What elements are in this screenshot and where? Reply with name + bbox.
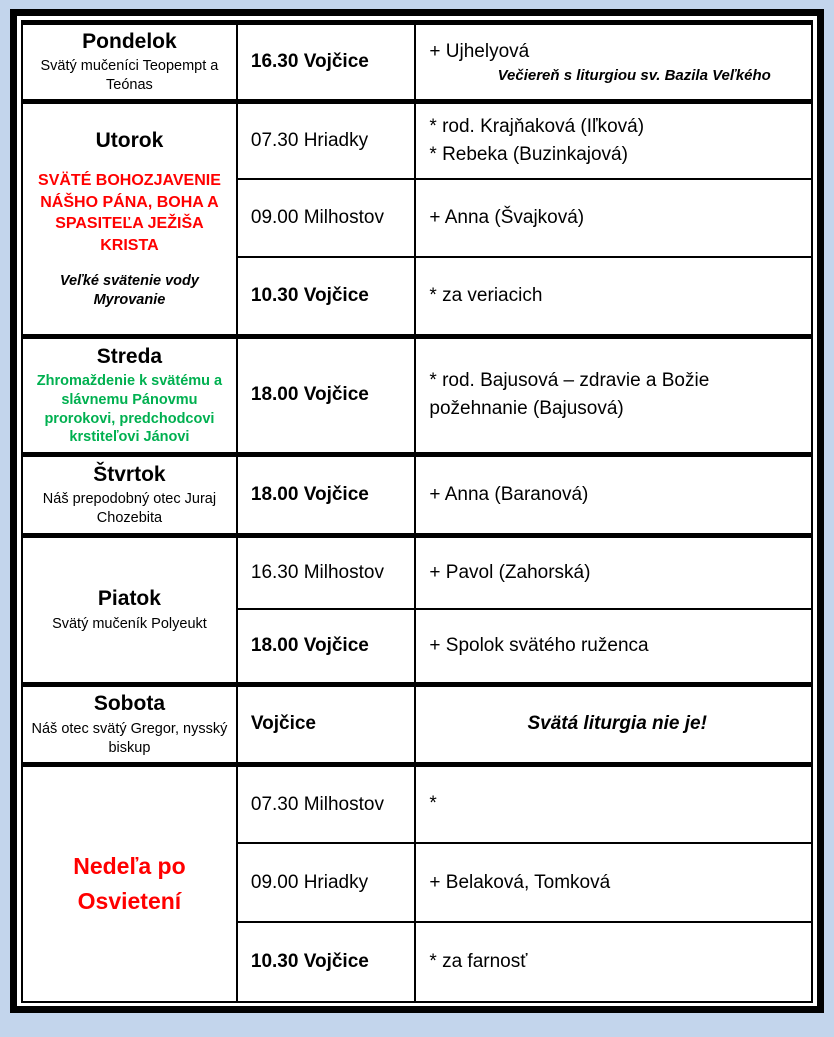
intention-cell: + Belaková, Tomková bbox=[415, 843, 812, 922]
day-cell-content bbox=[31, 128, 228, 310]
day-title: Štvrtok bbox=[93, 462, 166, 486]
intention-cell: * za farnosť bbox=[415, 922, 812, 1002]
day-cell-utorok bbox=[22, 101, 237, 336]
day-cell-pondelok bbox=[22, 23, 237, 102]
day-title: Pondelok bbox=[82, 30, 177, 53]
intention-cell: * za veriacich bbox=[415, 257, 812, 336]
intention-cell: + Spolok svätého ruženca bbox=[415, 609, 812, 684]
table-row bbox=[22, 101, 812, 179]
time-cell: 16.30 Milhostov bbox=[237, 535, 416, 609]
time-cell: 07.30 Milhostov bbox=[237, 764, 416, 843]
day-title: Utorok bbox=[95, 128, 164, 152]
time-cell: 07.30 Hriadky bbox=[237, 101, 416, 179]
intention-text: * Rebeka (Buzinkajová) bbox=[429, 144, 628, 166]
table-row bbox=[22, 454, 812, 535]
time-cell: 18.00 Vojčice bbox=[237, 454, 416, 535]
intention-cell bbox=[415, 684, 812, 764]
day-note: Svätý mučeník Polyeukt bbox=[52, 615, 207, 632]
intention-cell: * rod. Bajusová – zdravie a Božie požehnanie (Bajusová) bbox=[415, 336, 812, 454]
day-note: Svätý mučeníci Teopempt a Teónas bbox=[40, 58, 219, 94]
intention-cell bbox=[415, 23, 812, 102]
day-title: Piatok bbox=[97, 587, 161, 611]
intention-cell: + Anna (Švajková) bbox=[415, 179, 812, 257]
day-cell-sobota bbox=[22, 684, 237, 764]
intention-cell bbox=[415, 101, 812, 179]
day-note-line: Veľké svätenie vody bbox=[59, 273, 199, 290]
time-cell: 09.00 Milhostov bbox=[237, 179, 416, 257]
table-row bbox=[22, 684, 812, 764]
table-row bbox=[22, 23, 812, 102]
intention-cell: + Anna (Baranová) bbox=[415, 454, 812, 535]
feast-title: SVÄTÉ BOHOZJAVENIE NÁŠHO PÁNA, BOHA A SPASITEĽA JEŽIŠA KRISTA bbox=[38, 172, 221, 254]
day-note-line: Myrovanie bbox=[93, 292, 166, 309]
schedule-frame bbox=[10, 9, 824, 1013]
time-cell: 16.30 Vojčice bbox=[237, 23, 416, 102]
time-cell: 10.30 Vojčice bbox=[237, 922, 416, 1002]
feast-title: Zhromaždenie k svätému a slávnemu Pánovmu prorokovi, predchodcovi krstiteľovi Jánovi bbox=[36, 372, 223, 446]
no-liturgy-note: Svätá liturgia nie je! bbox=[527, 713, 707, 735]
day-cell-nedela bbox=[22, 764, 237, 1002]
time-cell: 10.30 Vojčice bbox=[237, 257, 416, 336]
table-row bbox=[22, 764, 812, 843]
day-title: Nedeľa po Osvietení bbox=[73, 852, 186, 915]
intention-text: + Ujhelyová bbox=[429, 40, 530, 62]
day-note: Náš otec svätý Gregor, nysský biskup bbox=[31, 720, 228, 756]
table-row bbox=[22, 336, 812, 454]
day-cell-streda bbox=[22, 336, 237, 454]
day-cell-piatok bbox=[22, 535, 237, 684]
table-row bbox=[22, 535, 812, 609]
time-cell: 18.00 Vojčice bbox=[237, 336, 416, 454]
day-title: Sobota bbox=[93, 692, 166, 716]
intention-cell: + Pavol (Zahorská) bbox=[415, 535, 812, 609]
time-cell: 09.00 Hriadky bbox=[237, 843, 416, 922]
day-note: Náš prepodobný otec Juraj Chozebita bbox=[42, 491, 217, 527]
intention-cell: * bbox=[415, 764, 812, 843]
time-cell: Vojčice bbox=[237, 684, 416, 764]
day-cell-stvrtok bbox=[22, 454, 237, 535]
service-note: Večiereň s liturgiou sv. Bazila Veľkého bbox=[497, 67, 771, 85]
intention-text: * rod. Krajňaková (Iľková) bbox=[429, 115, 645, 137]
liturgy-schedule-table bbox=[21, 20, 813, 1003]
day-note bbox=[31, 272, 228, 310]
time-cell: 18.00 Vojčice bbox=[237, 609, 416, 684]
day-title: Streda bbox=[96, 344, 163, 368]
